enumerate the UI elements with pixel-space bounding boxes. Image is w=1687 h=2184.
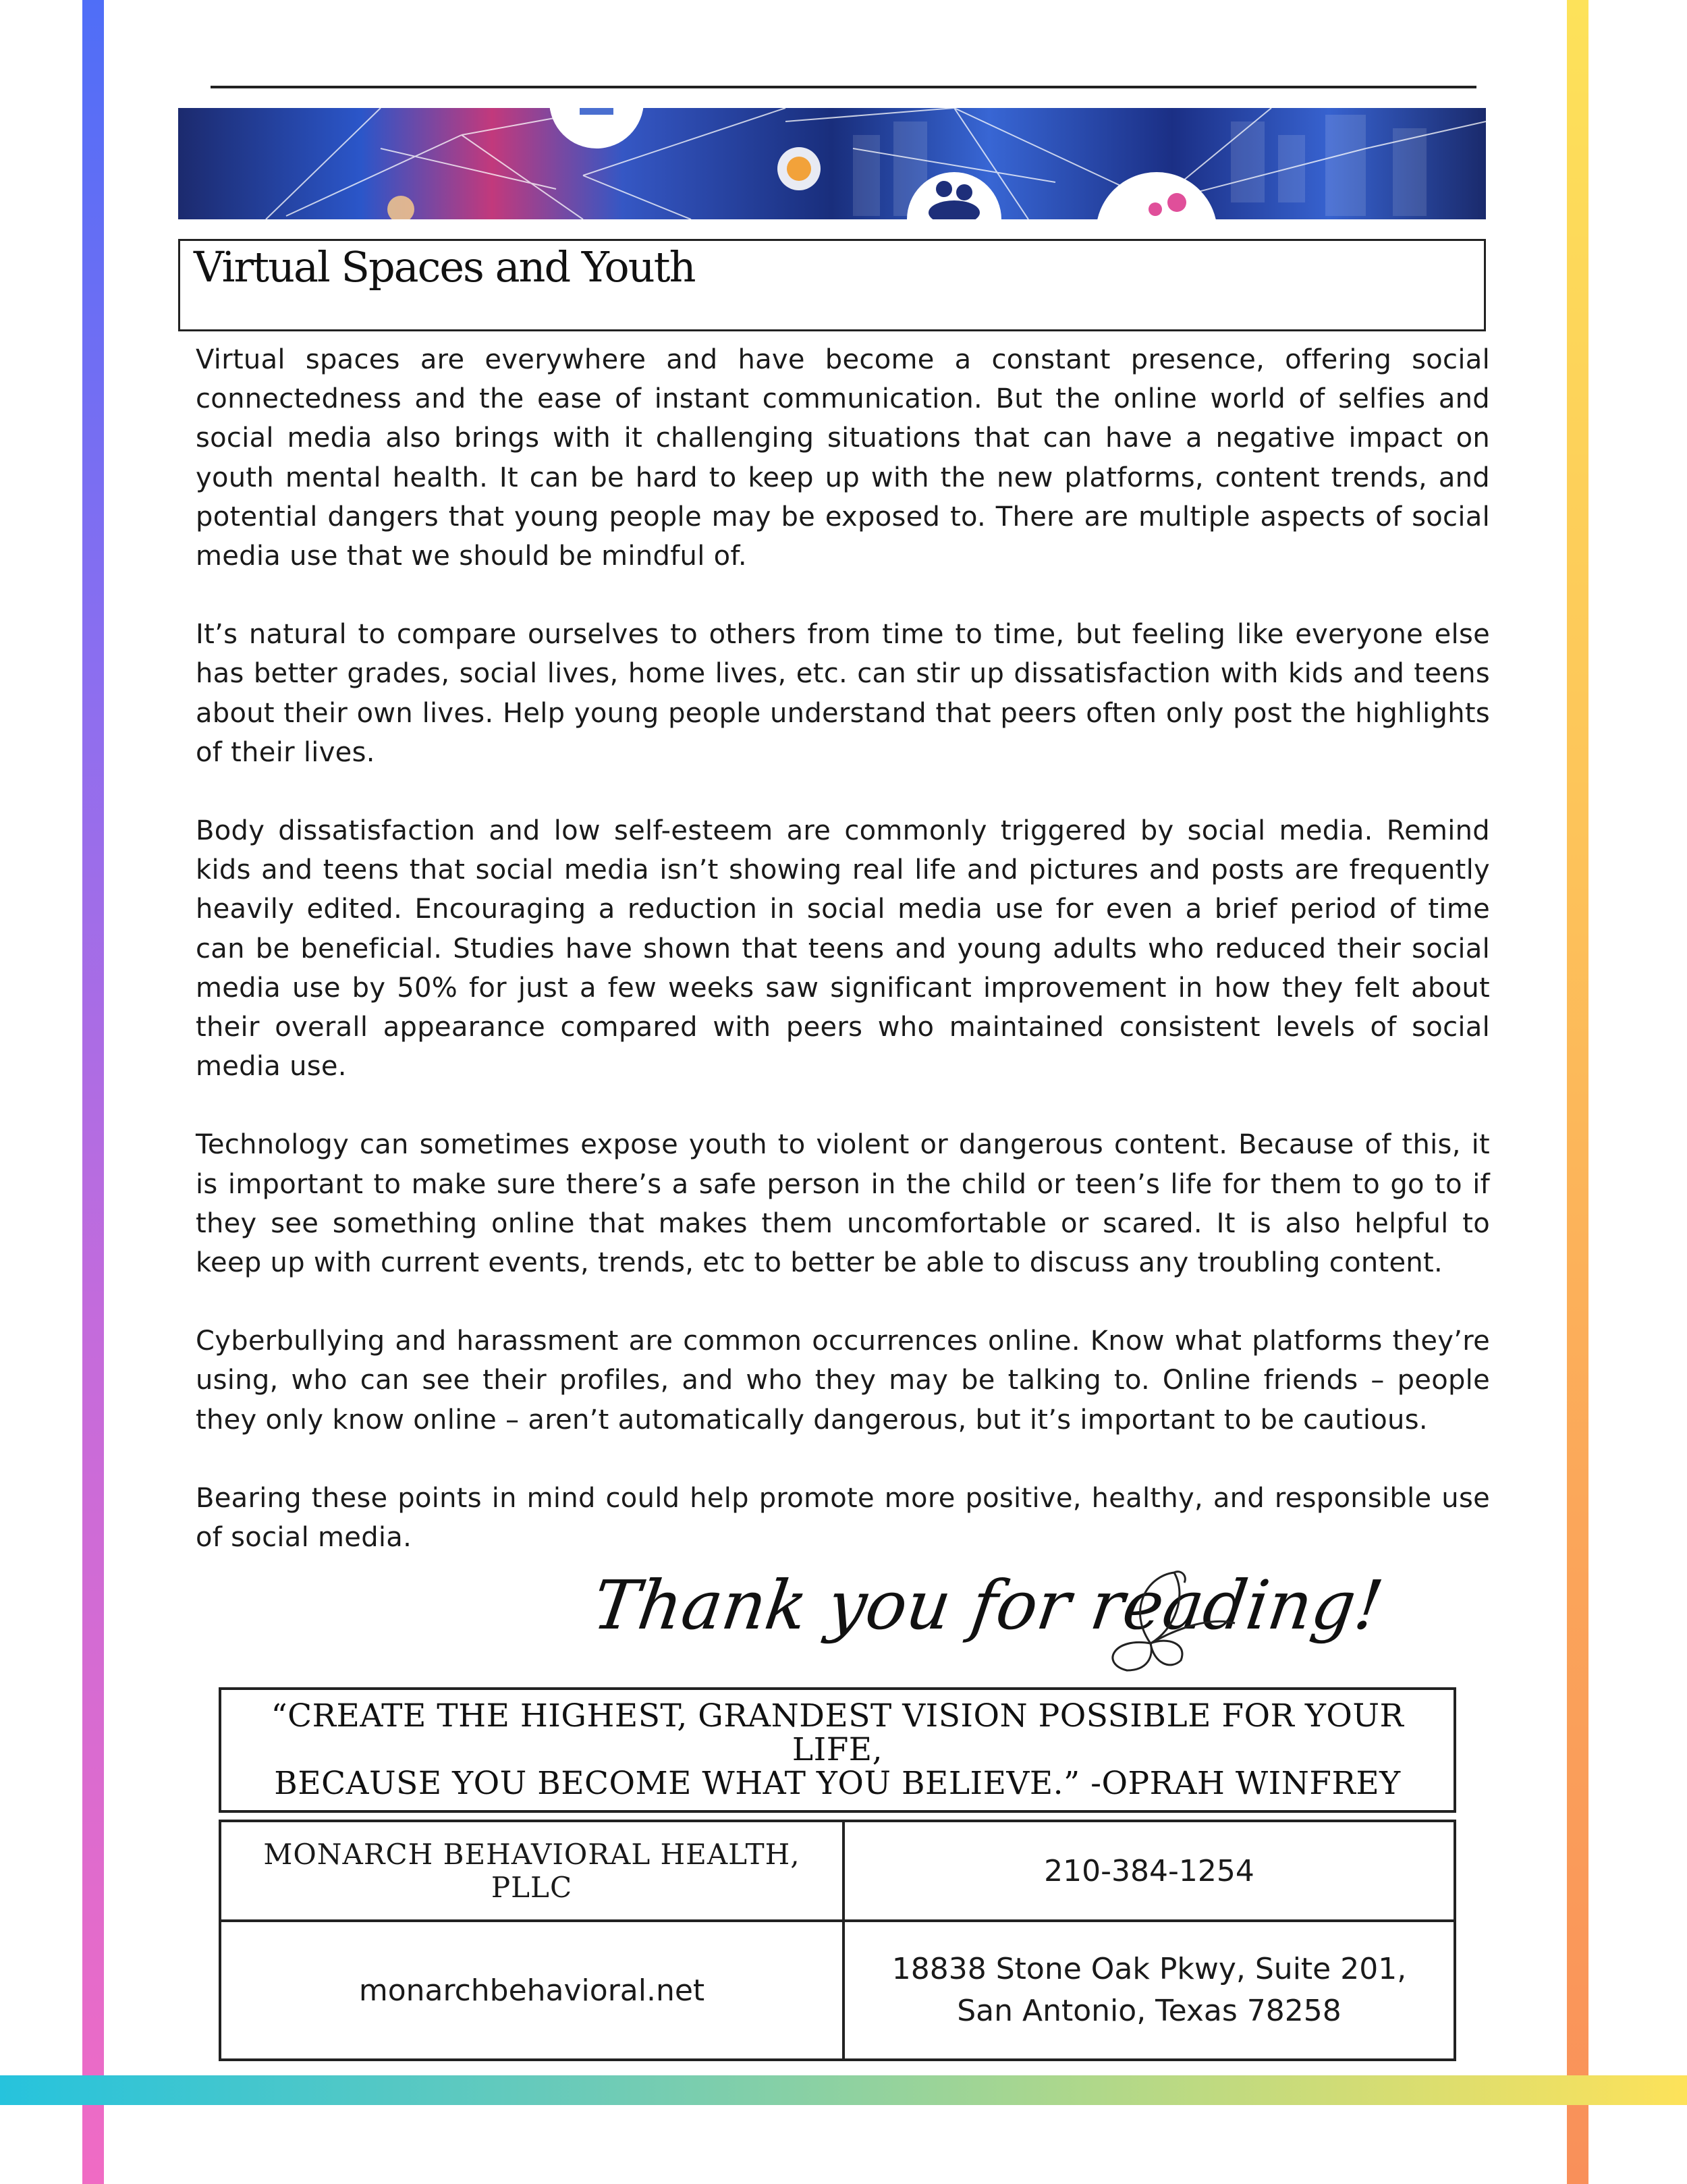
address (844, 1921, 1455, 2060)
paragraph-closing: Bearing these points in mind could help promote more positive, healthy, and responsible use of social media. (196, 1482, 1490, 1554)
title-box (178, 239, 1486, 331)
address-line-2: San Antonio, Texas 78258 (957, 1994, 1342, 2028)
left-gradient-bar (82, 0, 104, 2184)
network-graphic (178, 108, 1486, 219)
top-divider (211, 86, 1476, 88)
paragraph-comparison: It’s natural to compare ourselves to others from time to time, but feeling like everyone else has better grades, social lives, home lives, etc. can stir up dissatisfaction with kids and teens about their own lives. Help young people understand that peers often only post the highlights of their lives. (196, 619, 1490, 768)
quote-text (221, 1699, 1454, 1801)
website-link[interactable]: monarchbehavioral.net (220, 1921, 844, 2060)
header-banner-image (178, 108, 1486, 219)
small-node-icon (387, 196, 414, 219)
bottom-gradient-bar (0, 2075, 1687, 2105)
quote-line-1: “CREATE THE HIGHEST, GRANDEST VISION POSSIBLE FOR YOUR LIFE, (271, 1697, 1404, 1768)
paragraph-intro: Virtual spaces are everywhere and have become a constant presence, offering social connectedness and the ease of instant communication. But the online world of selfies and social media also brings with it challenging situations that can have a negative impact on youth mental health. It can be hard to keep up with the new platforms, content trends, and potential dangers that young people may be exposed to. There are multiple aspects of social media use that we should be mindful of. (196, 344, 1490, 572)
article-body (196, 340, 1490, 1596)
quote-line-2: BECAUSE YOU BECOME WHAT YOU BELIEVE.” -OPRAH WINFREY (274, 1765, 1401, 1802)
butterfly-icon (1086, 1569, 1242, 1677)
page-title: Virtual Spaces and Youth (194, 242, 695, 292)
address-line-1: 18838 Stone Oak Pkwy, Suite 201, (891, 1952, 1407, 1986)
phone-number[interactable]: 210-384-1254 (844, 1821, 1455, 1921)
right-gradient-bar (1567, 0, 1588, 2184)
quote-box (219, 1687, 1456, 1813)
paragraph-cyberbullying: Cyberbullying and harassment are common occurrences online. Know what platforms they’re using, who can see their profiles, and who they may be talking to. Online friends – people they only know online – aren’t automatically dangerous, but it’s important to be cautious. (196, 1326, 1490, 1436)
contact-table (219, 1820, 1456, 2061)
company-name: MONARCH BEHAVIORAL HEALTH, PLLC (220, 1821, 844, 1921)
paragraph-body-image: Body dissatisfaction and low self-esteem are commonly triggered by social media. Remind kids and teens that social media isn’t showing real life and pictures and posts are frequently heavily edited. Encouraging a reduction in social media use for even a brief period of time can be beneficial. Studies have shown that teens and young adults who reduced their social media use by 50% for just a few weeks saw significant improvement in how they felt about their overall appearance compared with peers who maintained consistent levels of social media use. (196, 815, 1490, 1083)
paragraph-content-safety: Technology can sometimes expose youth to violent or dangerous content. Because of this, it is important to make sure there’s a safe person in the child or teen’s life for them to go to if they see something online that makes them uncomfortable or scared. It is also helpful to keep up with current events, trends, etc to better be able to discuss any troubling content. (196, 1129, 1490, 1279)
thank-you-signoff: Thank you for reading! (588, 1566, 1388, 1645)
